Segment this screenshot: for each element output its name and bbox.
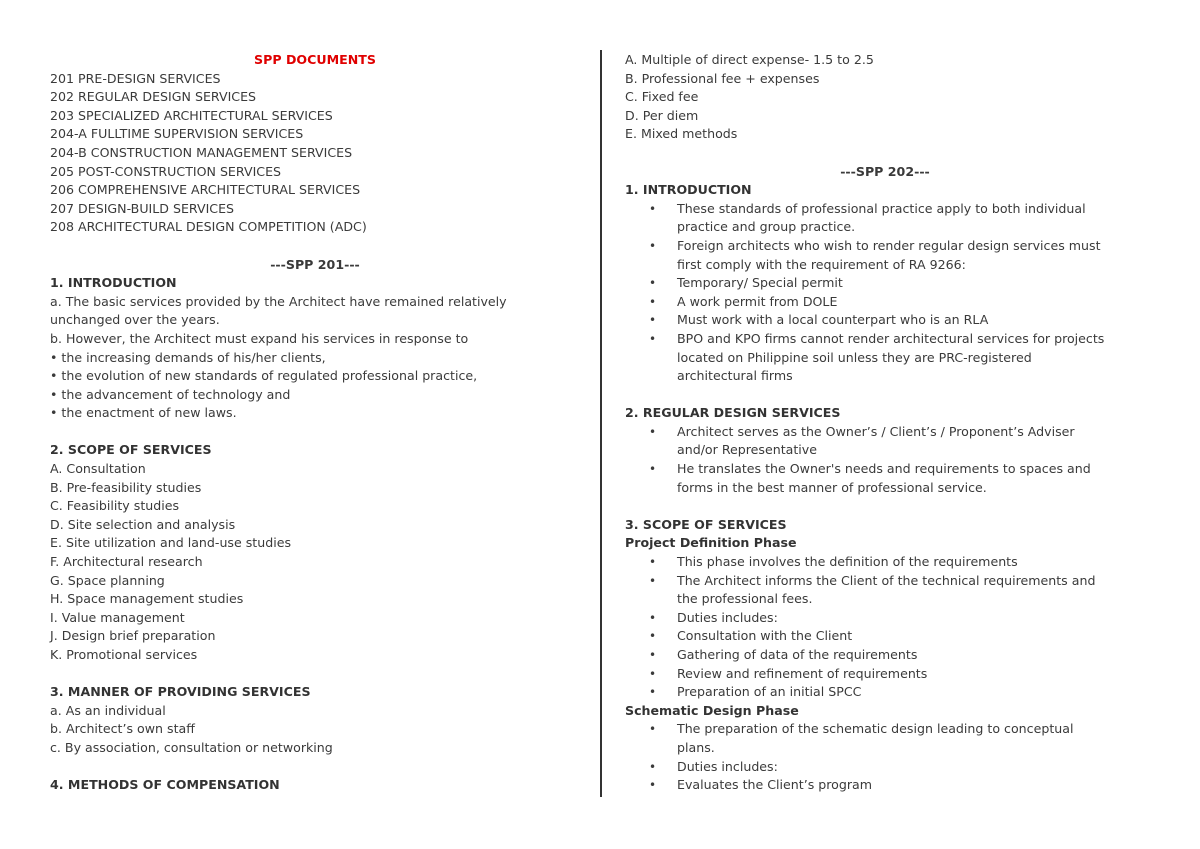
method-item: C. Fixed fee xyxy=(625,89,699,105)
bullet-text: plans. xyxy=(677,739,715,755)
regular-bullet-list xyxy=(625,423,1145,497)
bullet-text: and/or Representative xyxy=(677,442,817,458)
bullet-item xyxy=(625,237,1145,274)
intro-bullet-list xyxy=(625,200,1145,386)
bullet-item xyxy=(625,293,1145,312)
bullet-text: • Must work with a local counterpart who is an RLA xyxy=(677,312,989,328)
bullet-item xyxy=(625,423,1145,460)
section-heading: 2. SCOPE OF SERVICES xyxy=(50,442,212,458)
bullet-text: • A work permit from DOLE xyxy=(677,293,838,309)
bullet-text: • Consultation with the Client xyxy=(677,628,853,644)
method-item: E. Mixed methods xyxy=(625,126,738,142)
doc-list-item: 203 SPECIALIZED ARCHITECTURAL SERVICES xyxy=(50,107,333,123)
manner-item: a. As an individual xyxy=(50,702,166,718)
bullet-text: • Review and refinement of requirements xyxy=(677,665,928,681)
bullet-item xyxy=(625,683,1145,702)
bullet-item xyxy=(625,665,1145,684)
doc-title: SPP DOCUMENTS xyxy=(254,52,376,67)
bullet-text: architectural firms xyxy=(677,368,793,384)
spp-document-list xyxy=(50,70,580,237)
bullet-item xyxy=(625,646,1145,665)
bullet-item xyxy=(625,609,1145,628)
spp202-title: ---SPP 202--- xyxy=(840,163,930,179)
bullet-text: • This phase involves the definition of the requirements xyxy=(677,554,1018,570)
bullet-text: • Architect serves as the Owner’s / Client’s / Proponent’s Adviser xyxy=(677,423,1075,439)
bullet-item xyxy=(625,200,1145,237)
bullet-text: • BPO and KPO firms cannot render architectural services for projects xyxy=(677,330,1105,346)
column-divider xyxy=(600,50,602,797)
section-heading: 4. METHODS OF COMPENSATION xyxy=(50,777,280,793)
doc-list-item: 207 DESIGN-BUILD SERVICES xyxy=(50,200,235,216)
intro-line: b. However, the Architect must expand his services in response to xyxy=(50,330,469,346)
bullet-text: • He translates the Owner's needs and requirements to spaces and xyxy=(677,461,1091,477)
bullet-item xyxy=(625,572,1145,609)
intro-line: • the evolution of new standards of regulated professional practice, xyxy=(50,368,478,384)
phase-title: Schematic Design Phase xyxy=(625,702,799,718)
bullet-item xyxy=(625,274,1145,293)
phase-title: Project Definition Phase xyxy=(625,535,797,551)
section-heading: 1. INTRODUCTION xyxy=(50,275,177,291)
doc-list-item: 208 ARCHITECTURAL DESIGN COMPETITION (ADC) xyxy=(50,219,367,235)
right-column xyxy=(625,51,1145,795)
intro-line: • the advancement of technology and xyxy=(50,386,291,402)
bullet-item xyxy=(625,330,1145,386)
doc-list-item: 204-B CONSTRUCTION MANAGEMENT SERVICES xyxy=(50,144,353,160)
doc-list-item: 205 POST-CONSTRUCTION SERVICES xyxy=(50,163,282,179)
intro-line: • the increasing demands of his/her clients, xyxy=(50,349,326,365)
scope-item: B. Pre-feasibility studies xyxy=(50,479,202,495)
bullet-text: the professional fees. xyxy=(677,591,813,607)
bullet-item xyxy=(625,460,1145,497)
bullet-text: • These standards of professional practice apply to both individual xyxy=(677,200,1086,216)
phase1-bullet-list xyxy=(625,553,1145,702)
bullet-item xyxy=(625,720,1145,757)
scope-item: H. Space management studies xyxy=(50,591,244,607)
bullet-item xyxy=(625,776,1145,795)
phase2-bullet-list xyxy=(625,720,1145,794)
bullet-text: located on Philippine soil unless they are PRC-registered xyxy=(677,349,1032,365)
bullet-text: forms in the best manner of professional service. xyxy=(677,479,987,495)
method-item: B. Professional fee + expenses xyxy=(625,70,820,86)
bullet-item xyxy=(625,758,1145,777)
bullet-item xyxy=(625,553,1145,572)
manner-item: c. By association, consultation or networking xyxy=(50,739,333,755)
doc-list-item: 206 COMPREHENSIVE ARCHITECTURAL SERVICES xyxy=(50,182,361,198)
method-item: A. Multiple of direct expense- 1.5 to 2.5 xyxy=(625,52,874,67)
doc-list-item: 204-A FULLTIME SUPERVISION SERVICES xyxy=(50,126,304,142)
section-heading: 1. INTRODUCTION xyxy=(625,182,752,198)
doc-list-item: 202 REGULAR DESIGN SERVICES xyxy=(50,89,257,105)
intro-line: • the enactment of new laws. xyxy=(50,405,237,421)
bullet-text: • The preparation of the schematic design leading to conceptual xyxy=(677,721,1074,737)
bullet-text: • Duties includes: xyxy=(677,609,778,625)
scope-item: K. Promotional services xyxy=(50,647,198,662)
bullet-text: • Evaluates the Client’s program xyxy=(677,777,873,793)
scope-item: J. Design brief preparation xyxy=(50,628,216,644)
bullet-text: • Preparation of an initial SPCC xyxy=(677,684,862,700)
section-heading: 3. MANNER OF PROVIDING SERVICES xyxy=(50,684,311,700)
scope-item: A. Consultation xyxy=(50,461,146,477)
bullet-item xyxy=(625,311,1145,330)
scope-item: C. Feasibility studies xyxy=(50,498,180,514)
scope-item: D. Site selection and analysis xyxy=(50,516,236,532)
bullet-text: first comply with the requirement of RA 9266: xyxy=(677,256,966,272)
doc-list-item: 201 PRE-DESIGN SERVICES xyxy=(50,70,221,86)
bullet-text: • Gathering of data of the requirements xyxy=(677,647,918,662)
method-item: D. Per diem xyxy=(625,107,699,123)
intro-line: a. The basic services provided by the Architect have remained relatively xyxy=(50,293,507,309)
bullet-text: • Temporary/ Special permit xyxy=(677,275,843,291)
scope-item: F. Architectural research xyxy=(50,554,203,570)
scope-item: E. Site utilization and land-use studies xyxy=(50,535,292,551)
section-heading: 3. SCOPE OF SERVICES xyxy=(625,516,787,532)
scope-item: I. Value management xyxy=(50,609,185,625)
section-heading: 2. REGULAR DESIGN SERVICES xyxy=(625,405,841,421)
bullet-text: • Duties includes: xyxy=(677,758,778,774)
bullet-text: practice and group practice. xyxy=(677,219,856,235)
bullet-item xyxy=(625,627,1145,646)
spp201-title: ---SPP 201--- xyxy=(270,256,360,272)
intro-line: unchanged over the years. xyxy=(50,312,220,328)
bullet-text: • Foreign architects who wish to render regular design services must xyxy=(677,237,1101,253)
left-column xyxy=(50,51,580,795)
scope-item: G. Space planning xyxy=(50,572,165,588)
bullet-text: • The Architect informs the Client of the technical requirements and xyxy=(677,572,1096,588)
manner-item: b. Architect’s own staff xyxy=(50,721,195,737)
